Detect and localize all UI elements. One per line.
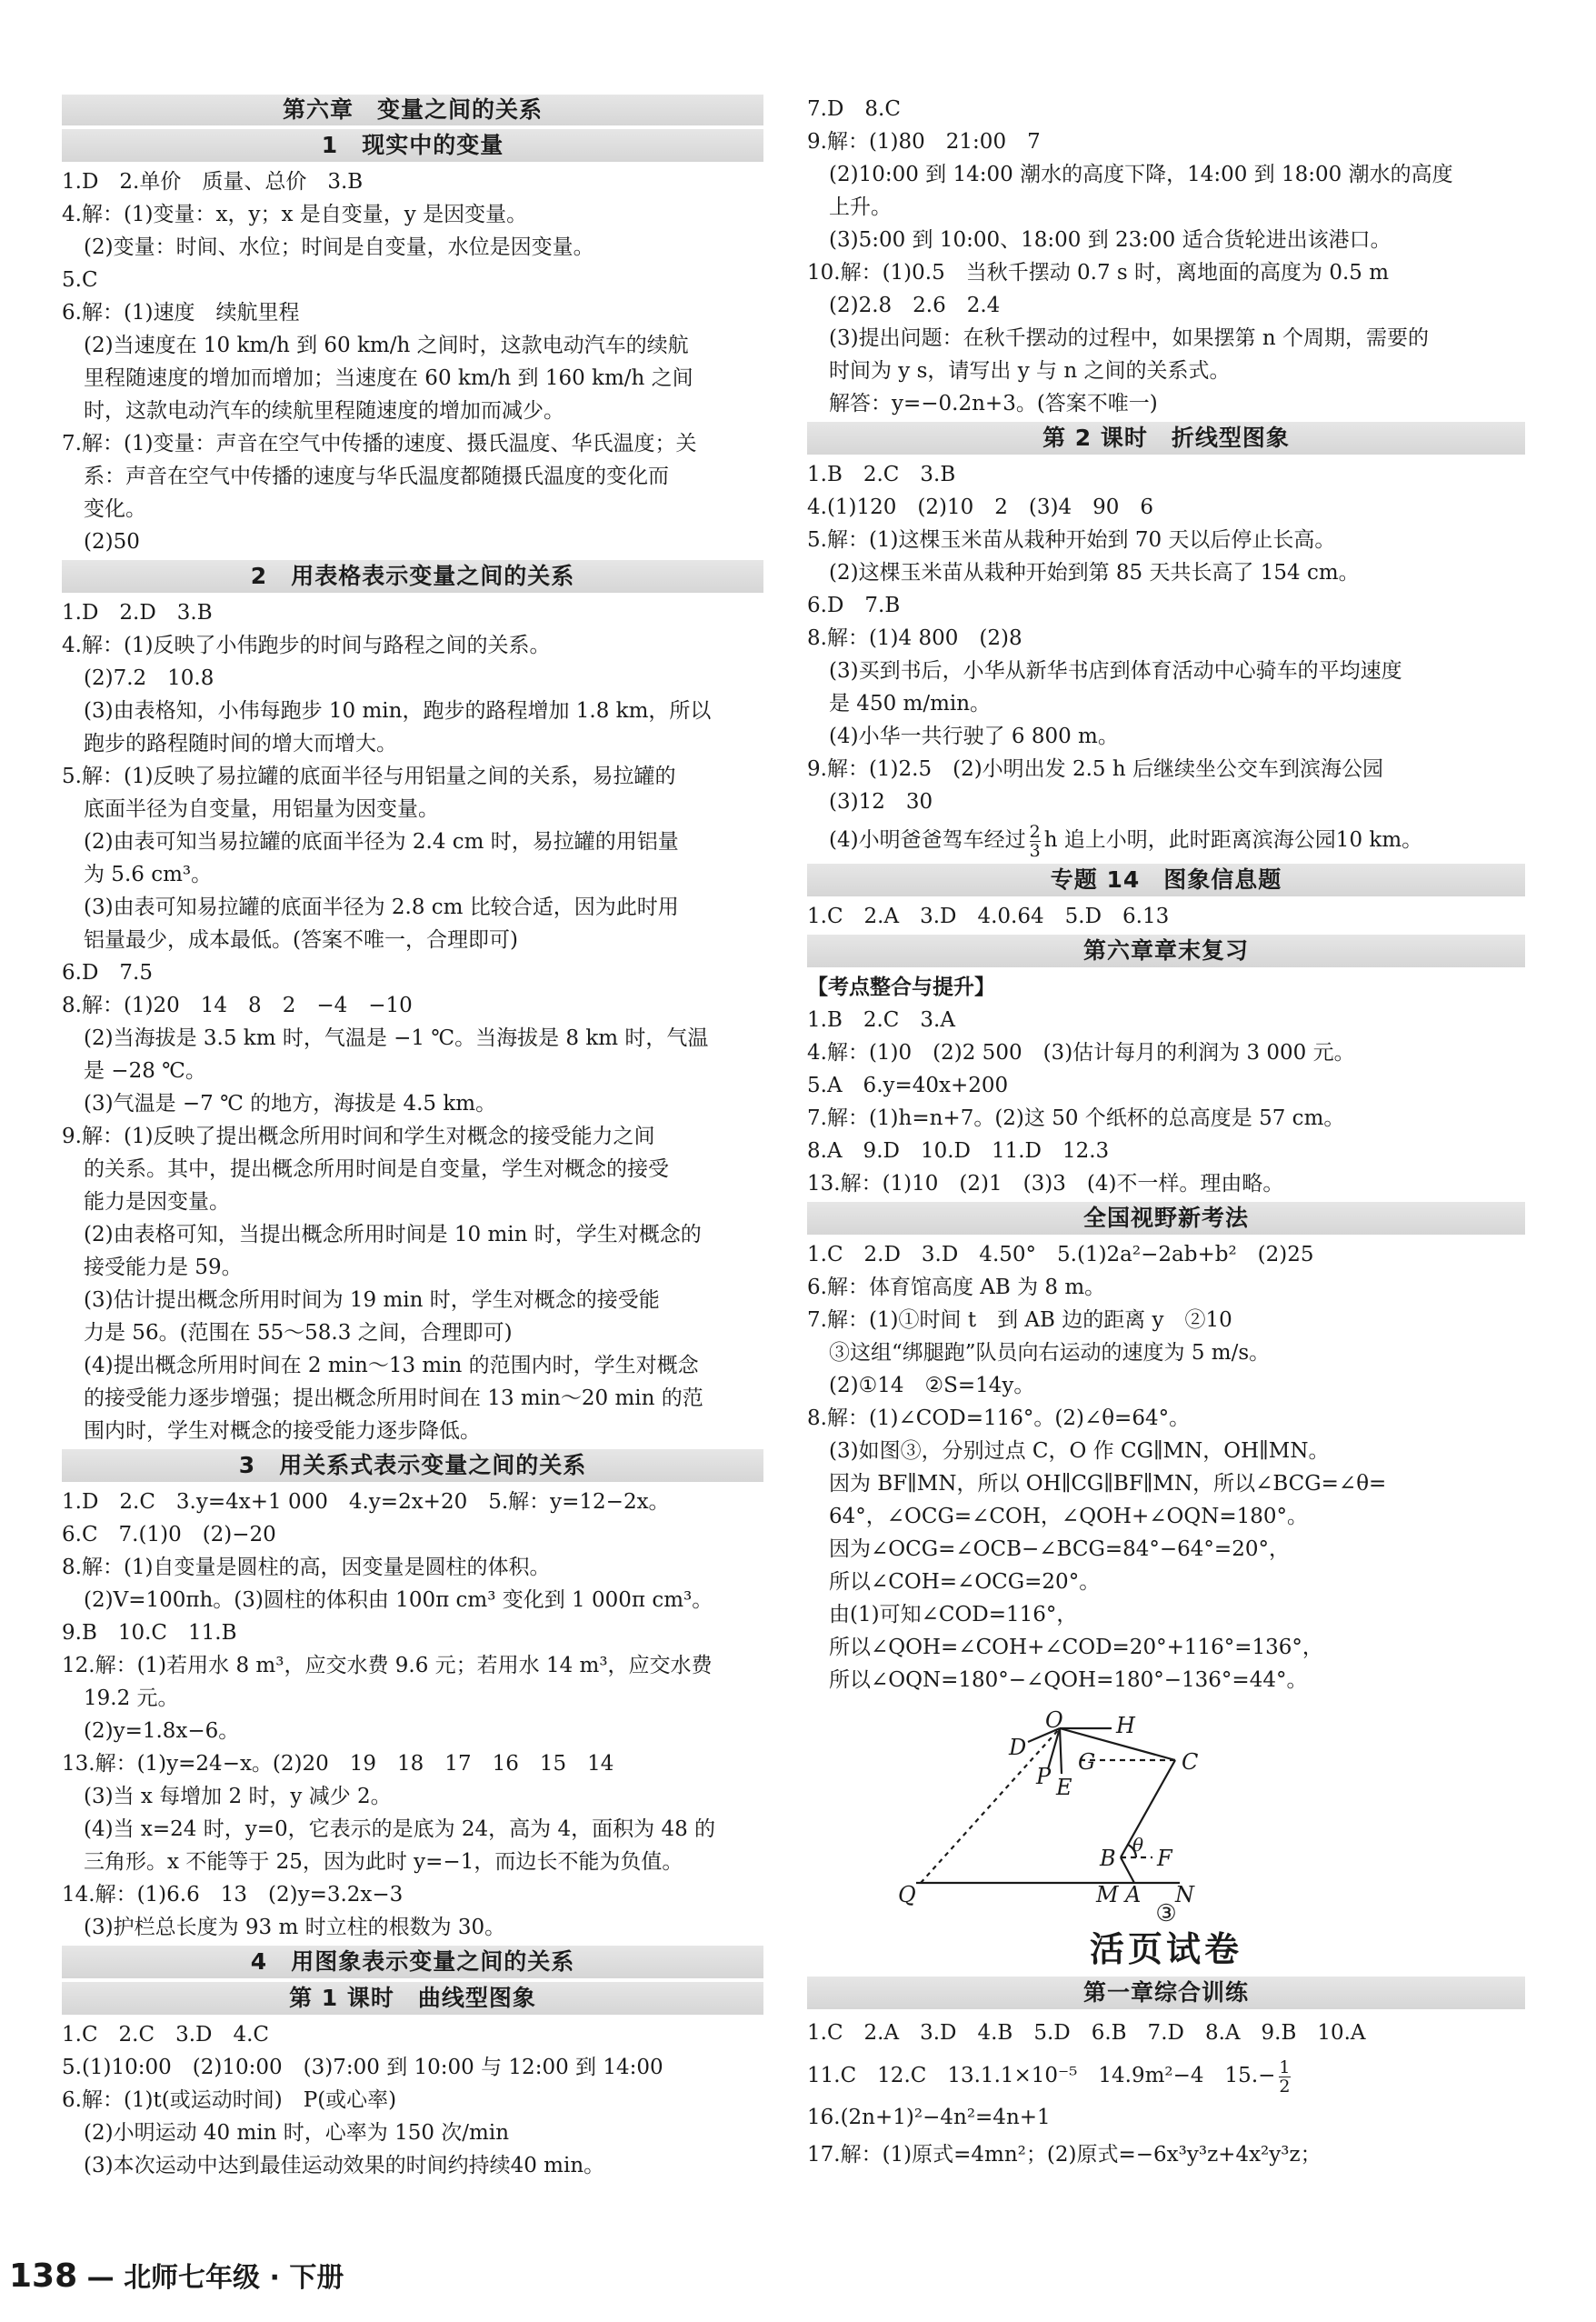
- answer-line: (2)50: [84, 530, 140, 554]
- label-theta: θ: [1132, 1834, 1144, 1856]
- fraction: [1030, 823, 1041, 860]
- label-B: B: [1100, 1846, 1116, 1871]
- answer-line: 由(1)可知∠COD=116°，: [829, 1603, 1078, 1626]
- fraction-denominator: 3: [1029, 840, 1041, 861]
- label-D: D: [1009, 1735, 1027, 1760]
- answer-line: 1.D 2.C 3.y=4x+1 000 4.y=2x+20 5.解：y=12−2x。: [62, 1490, 670, 1514]
- section-2-answers: [62, 596, 763, 1447]
- answer-line: 上升。: [829, 195, 892, 219]
- answer-line: 所以∠QOH=∠COH+∠COD=20°+116°=136°，: [829, 1636, 1323, 1659]
- answer-line: 5.(1)10:00 (2)10:00 (3)7:00 到 10:00 与 12:00 到 14:00: [62, 2056, 663, 2079]
- label-M: M: [1096, 1882, 1119, 1907]
- answer-line: (3)本次运动中达到最佳运动效果的时间约持续40 min。: [84, 2154, 605, 2177]
- answer-line: (4)当 x=24 时，y=0，它表示的是底为 24，高为 4，面积为 48 的: [84, 1817, 716, 1841]
- answer-line: 1.B 2.C 3.B: [807, 463, 956, 486]
- national-view-answers: [807, 1238, 1525, 1696]
- fraction-numerator: 1: [1279, 2057, 1291, 2077]
- answer-line: (3)提出问题：在秋千摆动的过程中，如果摆第 n 个周期，需要的: [829, 326, 1430, 350]
- answer-line: 1.D 2.D 3.B: [62, 601, 213, 625]
- fraction-denominator: 2: [1279, 2076, 1291, 2097]
- answer-line: 7.解：(1)变量：声音在空气中传播的速度、摄氏温度、华氏温度；关: [62, 432, 697, 455]
- answer-line: 4.解：(1)反映了小伟跑步的时间与路程之间的关系。: [62, 634, 551, 657]
- answer-line: (3)当 x 每增加 2 时，y 减少 2。: [84, 1785, 392, 1808]
- figure-caption: ③: [1155, 1900, 1177, 1927]
- answer-line: (2)7.2 10.8: [84, 666, 214, 690]
- answer-line: 7.D 8.C: [807, 97, 901, 121]
- answer-line: 1.C 2.D 3.D 4.50° 5.(1)2a²−2ab+b² (2)25: [807, 1243, 1314, 1266]
- answer-line: 13.解：(1)10 (2)1 (3)3 (4)不一样。理由略。: [807, 1172, 1284, 1196]
- page-number: 138: [9, 2257, 78, 2295]
- answer-line: 1.C 2.A 3.D 4.0.64 5.D 6.13: [807, 905, 1170, 928]
- answer-line: 8.解：(1)4 800 (2)8: [807, 626, 1022, 650]
- review-subheading: 【考点整合与提升】: [807, 976, 995, 999]
- answer-line: 是 −28 ℃。: [84, 1059, 206, 1083]
- answer-line: (2)变量：时间、水位；时间是自变量，水位是因变量。: [84, 235, 594, 259]
- answer-line: (3)由表可知易拉罐的底面半径为 2.8 cm 比较合适，因为此时用: [84, 896, 679, 919]
- answer-line: 铝量最少，成本最低。(答案不唯一，合理即可): [84, 928, 518, 952]
- answer-line: 能力是因变量。: [84, 1190, 230, 1214]
- answer-line: 6.解：体育馆高度 AB 为 8 m。: [807, 1276, 1106, 1299]
- answer-line: 16.(2n+1)²−4n²=4n+1: [807, 2106, 1051, 2129]
- section-1-answers: [62, 165, 763, 558]
- answer-line: (3)5:00 到 10:00、18:00 到 23:00 适合货轮进出该港口。: [829, 228, 1392, 252]
- answer-line: 是 450 m/min。: [829, 692, 992, 716]
- section-2-title: 2 用表格表示变量之间的关系: [62, 560, 763, 593]
- label-E: E: [1056, 1775, 1072, 1800]
- answer-line: 因为∠OCG=∠OCB−∠BCG=84°−64°=20°，: [829, 1537, 1290, 1561]
- answer-line: 的关系。其中，提出概念所用时间是自变量，学生对概念的接受: [84, 1157, 669, 1181]
- answer-line: 底面半径为自变量，用铝量为因变量。: [84, 797, 439, 821]
- answer-line: 5.解：(1)这棵玉米苗从栽种开始到 70 天以后停止长高。: [807, 528, 1336, 552]
- answer-line: 8.解：(1)自变量是圆柱的高，因变量是圆柱的体积。: [62, 1556, 551, 1579]
- answer-line: 6.解：(1)t(或运动时间) P(或心率): [62, 2088, 397, 2112]
- answer-line: 7.解：(1)h=n+7。(2)这 50 个纸杯的总高度是 57 cm。: [807, 1106, 1345, 1130]
- footer-dash: —: [86, 2262, 115, 2294]
- answer-line: 里程随速度的增加而增加；当速度在 60 km/h 到 160 km/h 之间: [84, 366, 693, 390]
- answer-line: 5.C: [62, 268, 98, 292]
- answer-line-with-fraction: [807, 818, 1525, 862]
- answer-line: 6.C 7.(1)0 (2)−20: [62, 1523, 276, 1546]
- answer-line: 变化。: [84, 497, 146, 521]
- label-A: A: [1125, 1882, 1142, 1907]
- label-F: F: [1157, 1846, 1172, 1871]
- answer-line: 为 5.6 cm³。: [84, 863, 213, 886]
- answer-line: (3)估计提出概念所用时间为 19 min 时，学生对概念的接受能: [84, 1288, 660, 1312]
- answer-line: (4)提出概念所用时间在 2 min～13 min 的范围内时，学生对概念: [84, 1354, 699, 1377]
- answer-line: 8.A 9.D 10.D 11.D 12.3: [807, 1139, 1110, 1163]
- answer-line: 64°，∠OCG=∠COH，∠QOH+∠OQN=180°。: [829, 1505, 1309, 1528]
- answer-line: (2)小明运动 40 min 时，心率为 150 次/min: [84, 2121, 510, 2145]
- section-4-subtitle: 第 1 课时 曲线型图象: [62, 1982, 763, 2015]
- answer-text: h 追上小明，此时距离滨海公园10 km。: [1043, 828, 1423, 852]
- topic-14-title: 专题 14 图象信息题: [807, 864, 1525, 896]
- fraction: [1279, 2058, 1290, 2096]
- answer-line: (4)小华一共行驶了 6 800 m。: [829, 725, 1119, 748]
- section-4-continued: [807, 93, 1525, 420]
- answer-line: 系：声音在空气中传播的速度与华氏温度都随摄氏温度的变化而: [84, 465, 669, 488]
- answer-line: 17.解：(1)原式=4mn²；(2)原式=−6x³y³z+4x²y³z；: [807, 2143, 1322, 2167]
- national-view-title: 全国视野新考法: [807, 1202, 1525, 1235]
- section-3-title: 3 用关系式表示变量之间的关系: [62, 1449, 763, 1482]
- answer-line: (2)由表可知当易拉罐的底面半径为 2.4 cm 时，易拉罐的用铝量: [84, 830, 679, 854]
- answer-line: (2)当海拔是 3.5 km 时，气温是 −1 ℃。当海拔是 8 km 时，气温: [84, 1026, 709, 1050]
- answer-line: 6.解：(1)速度 续航里程: [62, 301, 300, 325]
- loose-leaf-title: 活页试卷: [1089, 1929, 1242, 1969]
- answer-text: 11.C 12.C 13.1.1×10⁻⁵ 14.9m²−4 15.−: [807, 2064, 1276, 2087]
- fraction-numerator: 2: [1029, 821, 1041, 842]
- answer-line: 解答：y=−0.2n+3。(答案不唯一): [829, 392, 1158, 415]
- answer-line: 围内时，学生对概念的接受能力逐步降低。: [84, 1419, 481, 1443]
- label-G: G: [1078, 1749, 1096, 1775]
- answer-line: 时，这款电动汽车的续航里程随速度的增加而减少。: [84, 399, 564, 423]
- geometry-figure: [807, 1696, 1525, 1927]
- answer-line: (3)12 30: [829, 790, 933, 814]
- answer-line: 跑步的路程随时间的增大而增大。: [84, 732, 397, 756]
- answer-line: (3)如图③，分别过点 C，O 作 CG∥MN，OH∥MN。: [829, 1439, 1330, 1463]
- answer-line: 1.C 2.A 3.D 4.B 5.D 6.B 7.D 8.A 9.B 10.A: [807, 2021, 1366, 2045]
- answer-line: 9.B 10.C 11.B: [62, 1621, 237, 1645]
- lesson-2-answers: [807, 458, 1525, 862]
- answer-line: (3)气温是 −7 ℃ 的地方，海拔是 4.5 km。: [84, 1092, 497, 1116]
- answer-line: 所以∠OQN=180°−∠QOH=180°−136°=44°。: [829, 1668, 1308, 1692]
- answer-line: 因为 BF∥MN，所以 OH∥CG∥BF∥MN，所以∠BCG=∠θ=: [829, 1472, 1387, 1496]
- label-H: H: [1116, 1713, 1135, 1738]
- section-1-title: 1 现实中的变量: [62, 129, 763, 162]
- answer-line: 1.D 2.单价 质量、总价 3.B: [62, 170, 364, 194]
- answer-line: ③这组“绑腿跑”队员向右运动的速度为 5 m/s。: [829, 1341, 1271, 1365]
- label-P: P: [1036, 1764, 1052, 1789]
- answer-line: 9.解：(1)80 21:00 7: [807, 130, 1041, 154]
- label-Q: Q: [898, 1882, 916, 1907]
- answer-line: 7.解：(1)①时间 t 到 AB 边的距离 y ②10: [807, 1308, 1232, 1332]
- answer-line: 接受能力是 59。: [84, 1256, 243, 1279]
- section-4-answers: [62, 2018, 763, 2182]
- answer-line: (2)V=100πh。(3)圆柱的体积由 100π cm³ 变化到 1 000π cm³。: [84, 1588, 713, 1612]
- lesson-2-title: 第 2 课时 折线型图象: [807, 422, 1525, 455]
- answer-line: 12.解：(1)若用水 8 m³，应交水费 9.6 元；若用水 14 m³，应交水费: [62, 1654, 713, 1677]
- answer-line: 9.解：(1)反映了提出概念所用时间和学生对概念的接受能力之间: [62, 1125, 655, 1148]
- chapter-1-training-title: 第一章综合训练: [807, 1977, 1525, 2009]
- answer-line: 10.解：(1)0.5 当秋千摆动 0.7 s 时，离地面的高度为 0.5 m: [807, 261, 1390, 285]
- answer-line: 4.(1)120 (2)10 2 (3)4 90 6: [807, 495, 1154, 519]
- answer-line: 力是 56。(范围在 55～58.3 之间，合理即可): [84, 1321, 513, 1345]
- answer-line: 13.解：(1)y=24−x。(2)20 19 18 17 16 15 14: [62, 1752, 614, 1776]
- answer-line: (3)买到书后，小华从新华书店到体育活动中心骑车的平均速度: [829, 659, 1402, 683]
- answer-line: 4.解：(1)0 (2)2 500 (3)估计每月的利润为 3 000 元。: [807, 1041, 1355, 1065]
- page-footer: [9, 2255, 344, 2295]
- answer-line: 1.B 2.C 3.A: [807, 1008, 955, 1032]
- answer-line: 8.解：(1)20 14 8 2 −4 −10: [62, 994, 413, 1017]
- answer-line: 8.解：(1)∠COD=116°。(2)∠θ=64°。: [807, 1406, 1191, 1430]
- answer-line: (3)由表格知，小伟每跑步 10 min，跑步的路程增加 1.8 km，所以: [84, 699, 712, 723]
- chapter-review-answers: [807, 1004, 1525, 1200]
- section-3-answers: [62, 1486, 763, 1944]
- answer-line: (2)这棵玉米苗从栽种开始到第 85 天共长高了 154 cm。: [829, 561, 1360, 585]
- answer-line: 9.解：(1)2.5 (2)小明出发 2.5 h 后继续坐公交车到滨海公园: [807, 757, 1384, 781]
- section-4-title: 4 用图象表示变量之间的关系: [62, 1946, 763, 1978]
- label-N: N: [1175, 1882, 1194, 1907]
- label-O: O: [1045, 1707, 1063, 1733]
- answer-line: (2)当速度在 10 km/h 到 60 km/h 之间时，这款电动汽车的续航: [84, 334, 689, 357]
- answer-line: 三角形。x 不能等于 25，因为此时 y=−1，而边长不能为负值。: [84, 1850, 683, 1874]
- answer-line: (2)2.8 2.6 2.4: [829, 294, 1001, 317]
- answer-line: 1.C 2.C 3.D 4.C: [62, 2023, 270, 2047]
- answer-line: 4.解：(1)变量：x，y；x 是自变量，y 是因变量。: [62, 203, 528, 226]
- chapter-review-title: 第六章章末复习: [807, 935, 1525, 967]
- label-C: C: [1182, 1749, 1199, 1775]
- answer-line: (2)y=1.8x−6。: [84, 1719, 240, 1743]
- answer-line: 所以∠COH=∠OCG=20°。: [829, 1570, 1101, 1594]
- answer-line: 5.A 6.y=40x+200: [807, 1074, 1009, 1097]
- answer-line-with-fraction: [807, 2053, 1525, 2098]
- line-OQ-dashed: [921, 1728, 1060, 1883]
- answer-line: 14.解：(1)6.6 13 (2)y=3.2x−3: [62, 1883, 404, 1907]
- chapter-title: 第六章 变量之间的关系: [62, 95, 763, 125]
- left-column: [62, 93, 763, 2182]
- answer-line: 的接受能力逐步增强；提出概念所用时间在 13 min～20 min 的范: [84, 1386, 703, 1410]
- answer-line: (3)护栏总长度为 93 m 时立柱的根数为 30。: [84, 1916, 506, 1939]
- answer-line: (2)由表格可知，当提出概念所用时间是 10 min 时，学生对概念的: [84, 1223, 702, 1246]
- answer-line: 19.2 元。: [84, 1686, 179, 1710]
- answer-text: (4)小明爸爸驾车经过: [829, 828, 1026, 852]
- right-column: [807, 93, 1525, 2173]
- answer-line: 时间为 y s，请写出 y 与 n 之间的关系式。: [829, 359, 1231, 383]
- chapter-1-training-answers: [807, 2013, 1525, 2173]
- answer-line: (2)①14 ②S=14y。: [829, 1374, 1035, 1397]
- answer-line: (2)10:00 到 14:00 潮水的高度下降，14:00 到 18:00 潮水的高度: [829, 163, 1453, 186]
- answer-line: 6.D 7.B: [807, 594, 901, 617]
- book-name: 北师七年级 · 下册: [124, 2262, 344, 2294]
- answer-line: 6.D 7.5: [62, 961, 153, 985]
- answer-line: 5.解：(1)反映了易拉罐的底面半径与用铝量之间的关系，易拉罐的: [62, 765, 676, 788]
